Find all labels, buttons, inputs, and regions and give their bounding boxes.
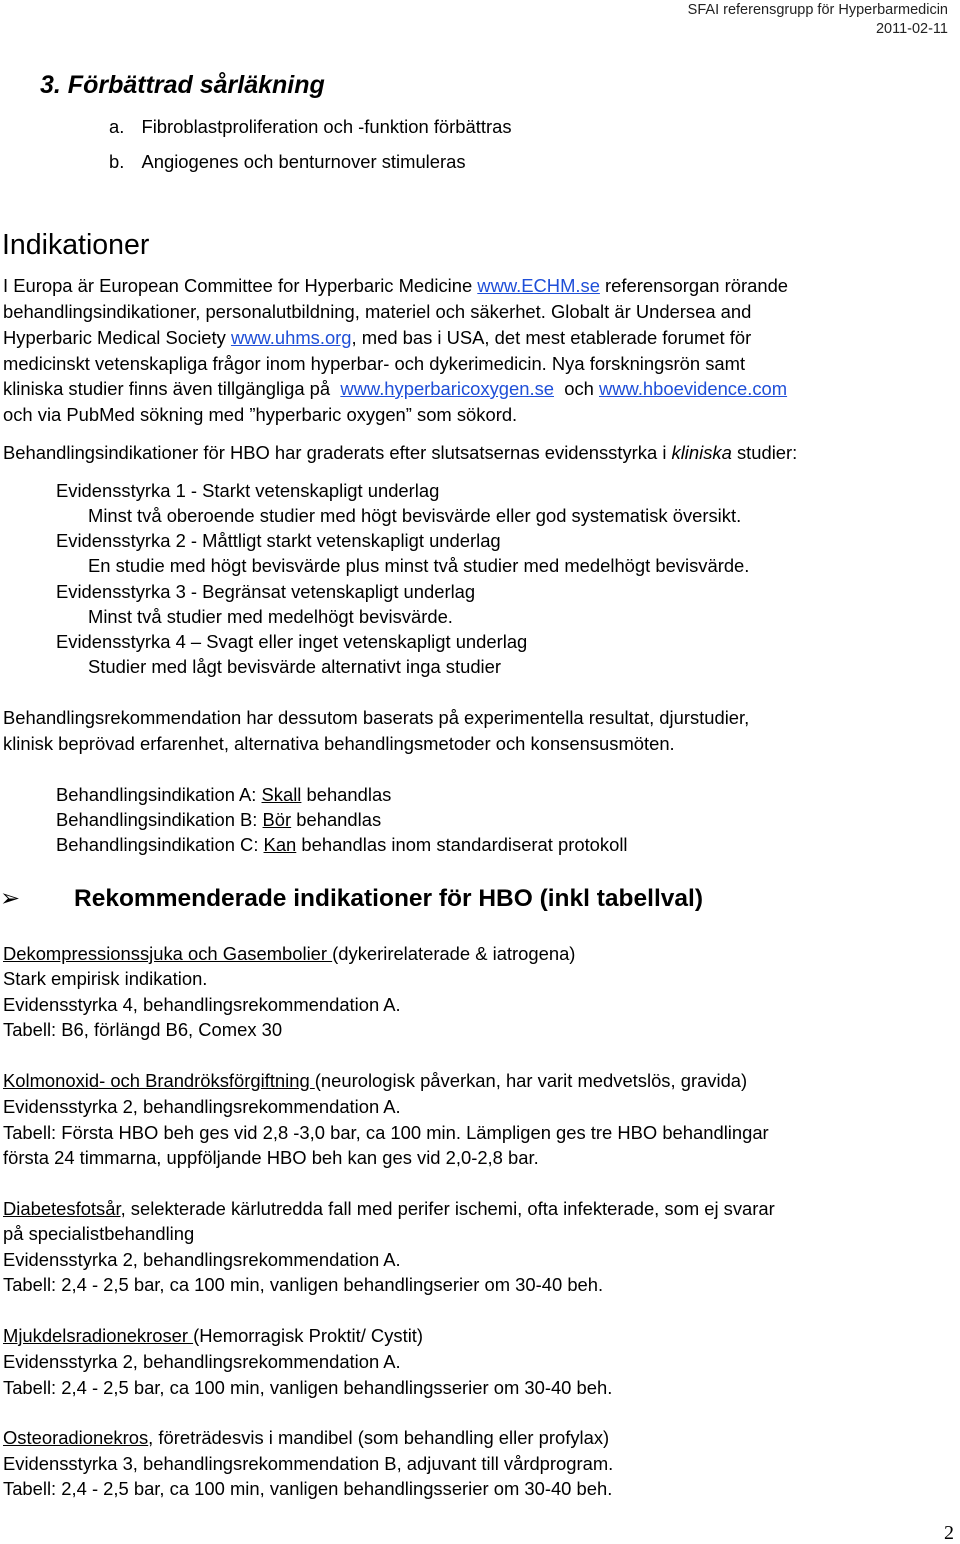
text: studier: xyxy=(731,442,798,463)
list-text: Angiogenes och benturnover stimuleras xyxy=(141,151,466,172)
header-organization: SFAI referensgrupp för Hyperbarmedicin xyxy=(687,2,948,18)
section-title: 3. Förbättrad sårläkning xyxy=(40,71,325,99)
paragraph-line: Evidensstyrka 4, behandlingsrekommendation A. xyxy=(3,994,401,1015)
indication-name: Dekompressionssjuka och Gasembolier xyxy=(3,943,333,964)
recommendation-word: Skall xyxy=(261,784,302,805)
hboevidence-link[interactable]: www.hboevidence.com xyxy=(598,378,788,399)
text: behandlas xyxy=(301,784,392,805)
indication-name: Diabetesfotsår xyxy=(3,1198,121,1219)
evidence-desc: Minst två oberoende studier med högt bevisvärde eller god systematisk översikt. xyxy=(88,505,742,526)
paragraph-line: medicinskt vetenskapliga frågor inom hyperbar- och dykerimedicin. Nya forskningsrön samt xyxy=(3,353,746,374)
text: , företrädesvis i mandibel (som behandling eller profylax) xyxy=(148,1427,610,1448)
text: Behandlingsindikationer för HBO har graderats efter slutsatsernas evidensstyrka i xyxy=(3,442,672,463)
text: (Hemorragisk Proktit/ Cystit) xyxy=(193,1325,424,1346)
indication-title xyxy=(3,1069,747,1093)
header-date: 2011-02-11 xyxy=(875,21,948,37)
list-marker: b. xyxy=(109,151,125,172)
paragraph-line: Tabell: B6, förlängd B6, Comex 30 xyxy=(3,1019,283,1040)
evidence-title: Evidensstyrka 1 - Starkt vetenskapligt underlag xyxy=(56,480,440,501)
paragraph-line xyxy=(3,274,788,298)
indication-name: Mjukdelsradionekroser xyxy=(3,1325,194,1346)
paragraph-line: första 24 timmarna, uppföljande HBO beh kan ges vid 2,0-2,8 bar. xyxy=(3,1147,539,1168)
indication-name: Osteoradionekros xyxy=(3,1427,149,1448)
indication-name: Kolmonoxid- och Brandröksförgiftning xyxy=(3,1070,315,1091)
recommendation-word: Kan xyxy=(263,834,297,855)
text: behandlas inom standardiserat protokoll xyxy=(296,834,628,855)
paragraph-line: Tabell: Första HBO beh ges vid 2,8 -3,0 bar, ca 100 min. Lämpligen ges tre HBO behandlingar xyxy=(3,1122,769,1143)
paragraph-line: behandlingsindikationer, personalutbildning, materiel och säkerhet. Globalt är Undersea and xyxy=(3,301,752,322)
text: referensorgan rörande xyxy=(599,275,789,296)
text: , med bas i USA, det mest etablerade forumet för xyxy=(351,327,752,348)
paragraph-line xyxy=(3,377,787,401)
list-item xyxy=(109,115,512,139)
indication-title xyxy=(3,1197,775,1221)
paragraph-line xyxy=(3,326,751,350)
text: (dykerirelaterade & iatrogena) xyxy=(332,943,576,964)
paragraph-line xyxy=(3,441,797,465)
paragraph-line: Tabell: 2,4 - 2,5 bar, ca 100 min, vanligen behandlingsserier om 30-40 beh. xyxy=(3,1377,613,1398)
evidence-title: Evidensstyrka 3 - Begränsat vetenskapligt underlag xyxy=(56,581,476,602)
emphasis: kliniska xyxy=(671,442,732,463)
evidence-desc: Minst två studier med medelhögt bevisvärde. xyxy=(88,606,453,627)
recommendation-line xyxy=(56,783,391,807)
list-item xyxy=(109,150,466,174)
paragraph-line: klinisk beprövad erfarenhet, alternativa behandlingsmetoder och konsensusmöten. xyxy=(3,733,675,754)
paragraph-line: Evidensstyrka 2, behandlingsrekommendation A. xyxy=(3,1249,401,1270)
text: Behandlingsindikation C: xyxy=(56,834,264,855)
text: (neurologisk påverkan, har varit medvetslös, gravida) xyxy=(314,1070,748,1091)
hyperbaricoxygen-link[interactable]: www.hyperbaricoxygen.se xyxy=(340,378,554,399)
paragraph-line: Evidensstyrka 2, behandlingsrekommendation A. xyxy=(3,1096,401,1117)
indication-title xyxy=(3,1426,609,1450)
text: , selekterade kärlutredda fall med perifer ischemi, ofta infekterade, som ej svarar xyxy=(120,1198,775,1219)
text: kliniska studier finns även tillgängliga på xyxy=(3,378,341,399)
evidence-desc: En studie med högt bevisvärde plus minst två studier med medelhögt bevisvärde. xyxy=(88,555,750,576)
recommended-heading: Rekommenderade indikationer för HBO (inkl tabellval) xyxy=(74,885,703,912)
evidence-title: Evidensstyrka 4 – Svagt eller inget vetenskapligt underlag xyxy=(56,631,528,652)
indication-title xyxy=(3,942,575,966)
paragraph-line: Behandlingsrekommendation har dessutom baserats på experimentella resultat, djurstudier, xyxy=(3,707,750,728)
evidence-desc: Studier med lågt bevisvärde alternativt inga studier xyxy=(88,656,501,677)
text: Hyperbaric Medical Society xyxy=(3,327,231,348)
paragraph-line: på specialistbehandling xyxy=(3,1223,195,1244)
text: och xyxy=(554,378,599,399)
list-text: Fibroblastproliferation och -funktion förbättras xyxy=(141,116,512,137)
paragraph-line: Tabell: 2,4 - 2,5 bar, ca 100 min, vanligen behandlingsserier om 30-40 beh. xyxy=(3,1478,613,1499)
paragraph-line: och via PubMed sökning med ”hyperbaric oxygen” som sökord. xyxy=(3,404,518,425)
indication-title xyxy=(3,1324,423,1348)
paragraph-line: Evidensstyrka 3, behandlingsrekommendation B, adjuvant till vårdprogram. xyxy=(3,1453,614,1474)
paragraph-line: Stark empirisk indikation. xyxy=(3,968,208,989)
echm-link[interactable]: www.ECHM.se xyxy=(477,275,600,296)
text: I Europa är European Committee for Hyperbaric Medicine xyxy=(3,275,478,296)
indikationer-heading: Indikationer xyxy=(2,229,150,261)
paragraph-line: Tabell: 2,4 - 2,5 bar, ca 100 min, vanligen behandlingserier om 30-40 beh. xyxy=(3,1274,604,1295)
recommendation-line xyxy=(56,808,381,832)
arrow-bullet-icon: ➢ xyxy=(0,885,21,912)
recommendation-word: Bör xyxy=(262,809,292,830)
uhms-link[interactable]: www.uhms.org xyxy=(230,327,352,348)
list-marker: a. xyxy=(109,116,125,137)
page-number: 2 xyxy=(944,1522,954,1544)
recommendation-line xyxy=(56,833,628,857)
text: Behandlingsindikation A: xyxy=(56,784,262,805)
paragraph-line: Evidensstyrka 2, behandlingsrekommendation A. xyxy=(3,1351,401,1372)
text: Behandlingsindikation B: xyxy=(56,809,263,830)
evidence-title: Evidensstyrka 2 - Måttligt starkt vetenskapligt underlag xyxy=(56,530,501,551)
text: behandlas xyxy=(291,809,382,830)
